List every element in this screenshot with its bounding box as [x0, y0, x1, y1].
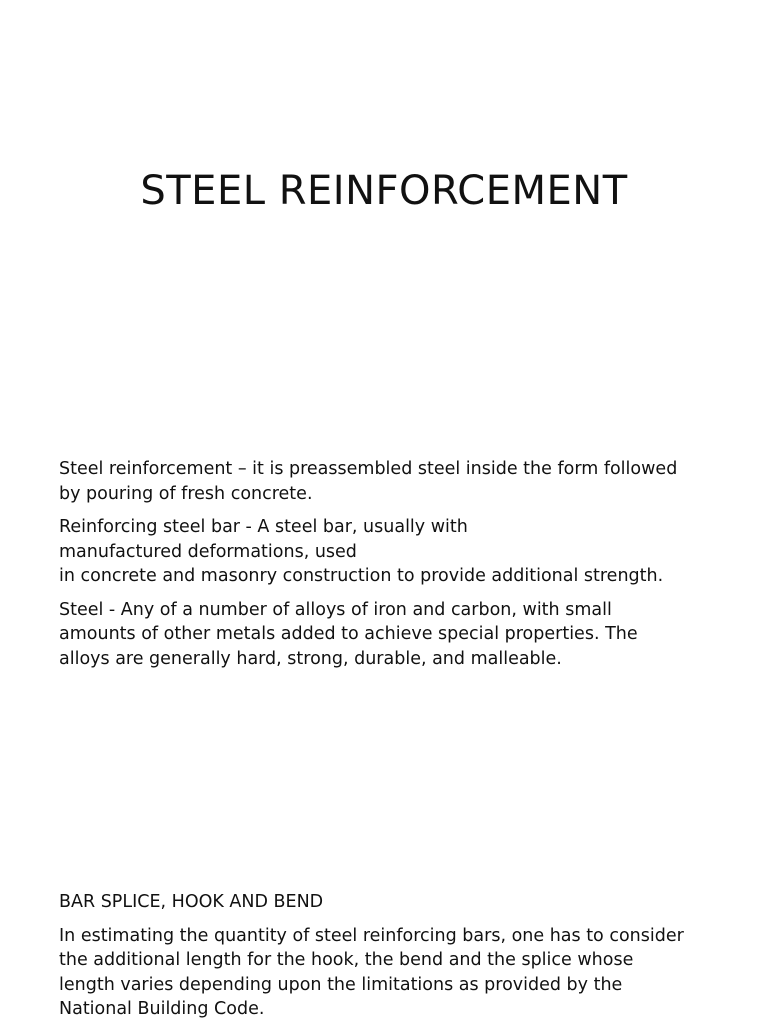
definitions-section — [59, 457, 719, 671]
section-body: In estimating the quantity of steel reinforcing bars, one has to consider the additional length for the hook, the bend and the splice whose length varies depending upon the limitations as provided by the National Building Code. — [59, 925, 684, 1019]
bar-splice-section — [59, 890, 719, 1022]
definition-steel-reinforcement: Steel reinforcement – it is preassembled steel inside the form followed by pouring of fresh concrete. — [59, 459, 678, 504]
page-title: STEEL REINFORCEMENT — [140, 168, 628, 214]
section-heading: BAR SPLICE, HOOK AND BEND — [59, 892, 324, 912]
definition-steel: Steel - Any of a number of alloys of iron and carbon, with small amounts of other metals added to achieve special properties. The alloys are generally hard, strong, durable, and malleable. — [59, 599, 638, 669]
definition-reinforcing-steel-bar: Reinforcing steel bar - A steel bar, usually with manufactured deformations, used in concrete and masonry construction to provide additional strength. — [59, 517, 664, 586]
